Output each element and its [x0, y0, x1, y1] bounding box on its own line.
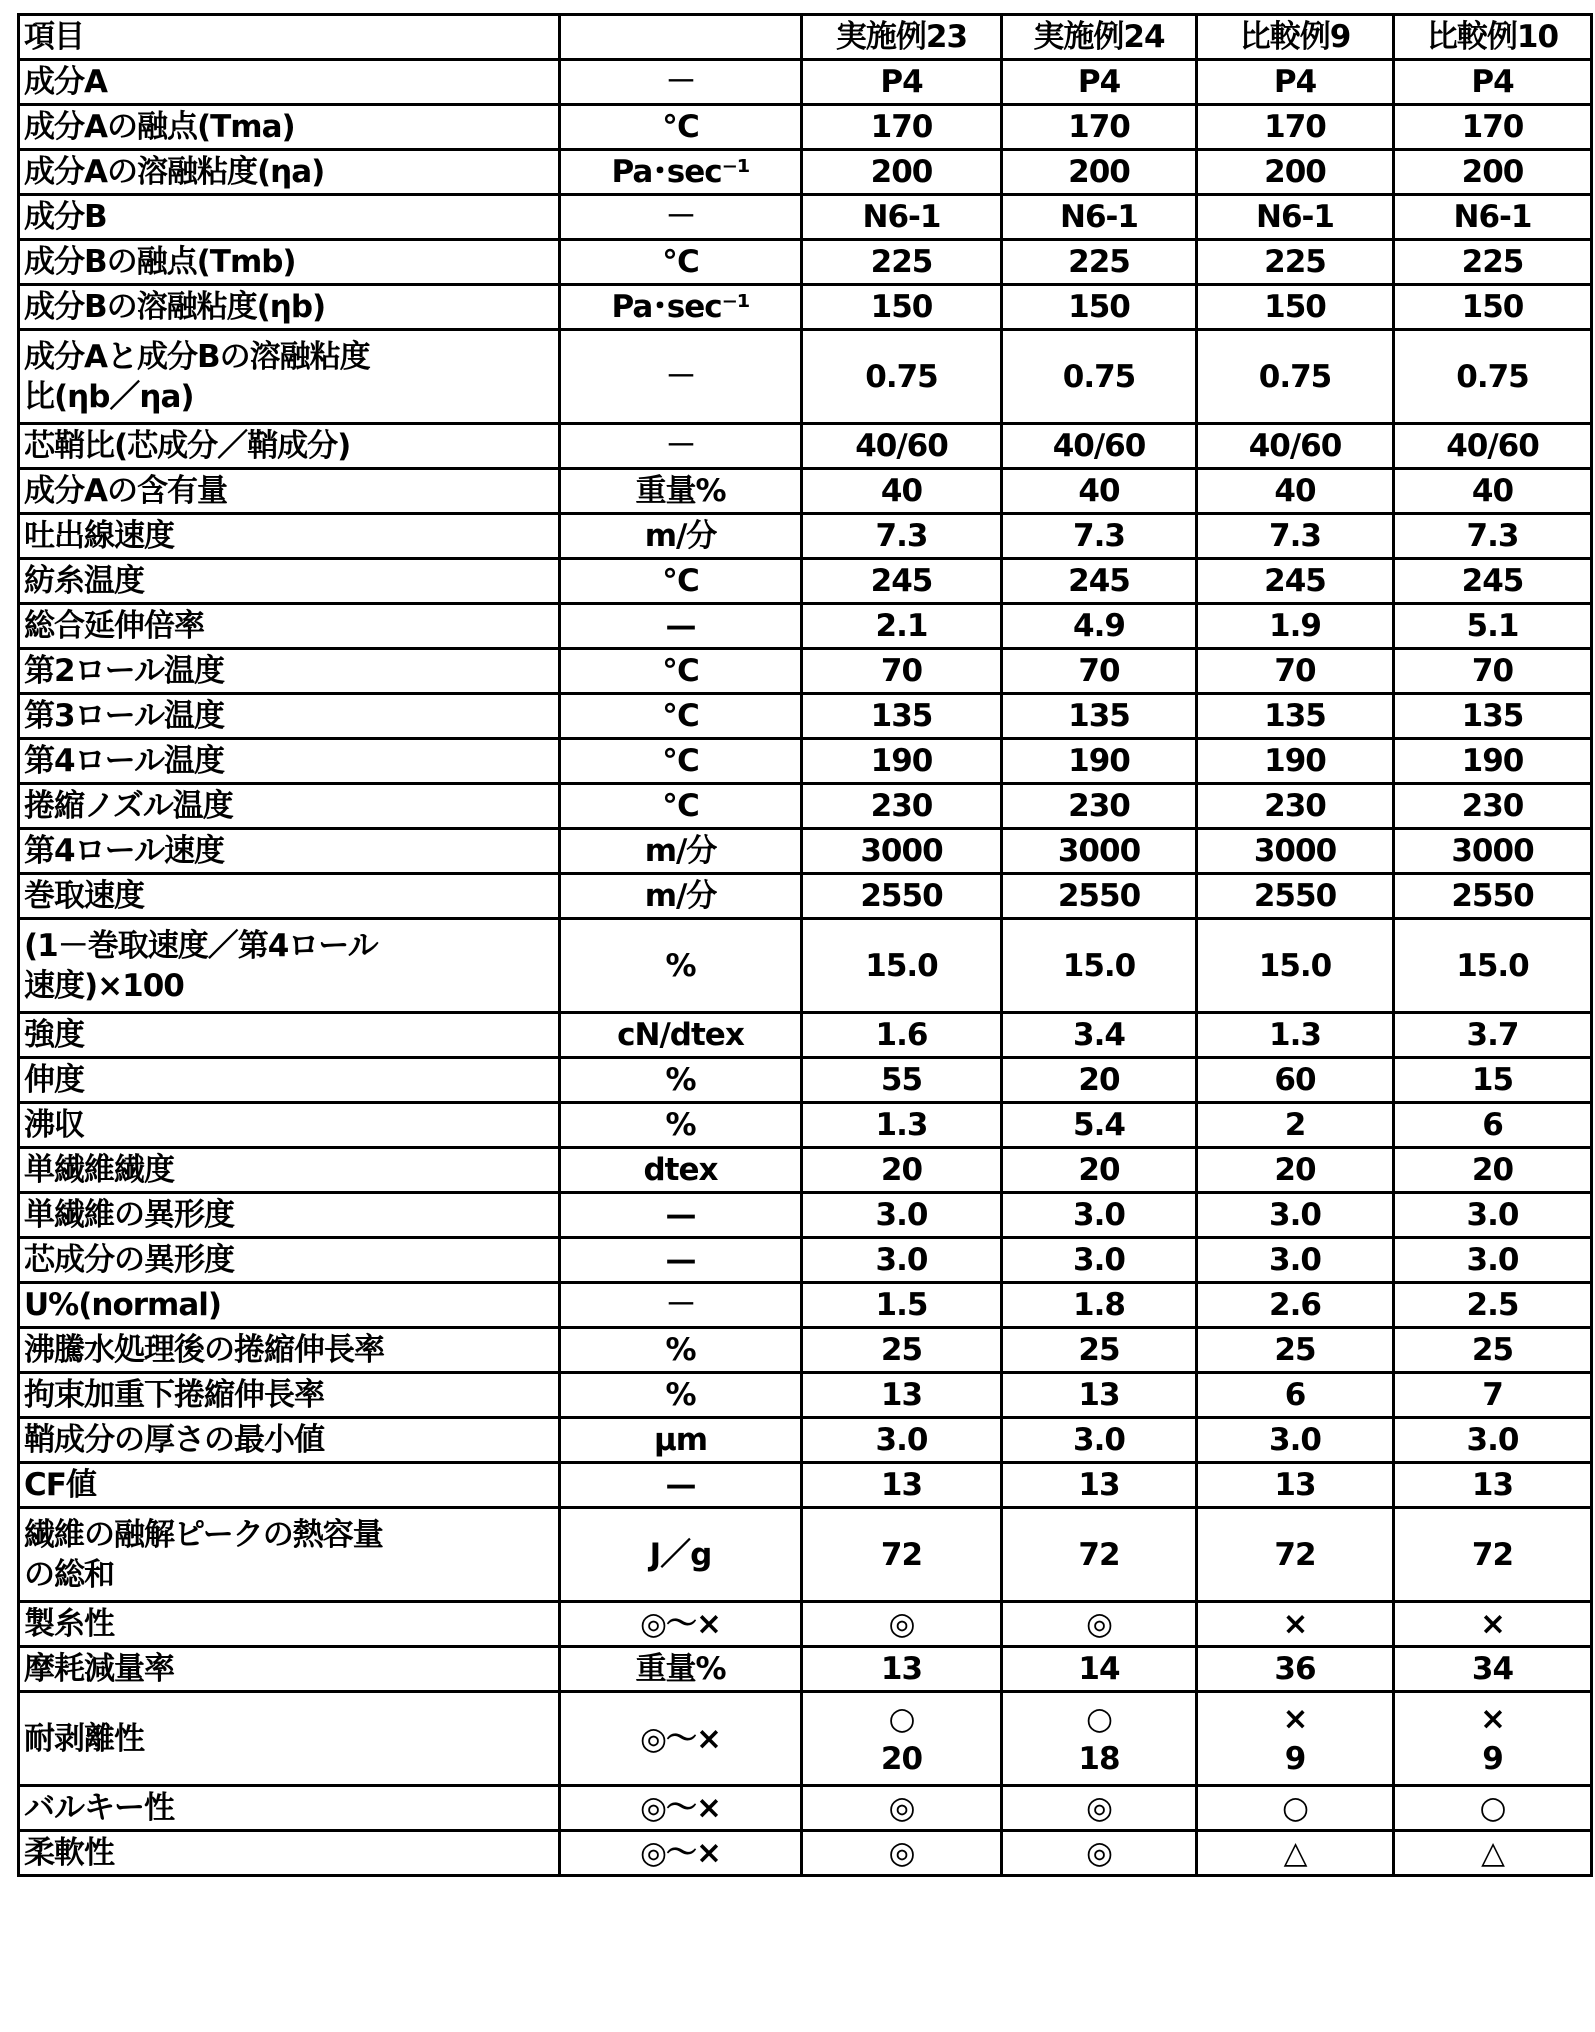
row-value: 2550 — [1197, 874, 1394, 919]
row-value: 200 — [1394, 150, 1592, 195]
row-value: 190 — [802, 739, 1002, 784]
row-label: 成分Aの含有量 — [19, 469, 560, 514]
row-label: 総合延伸倍率 — [19, 604, 560, 649]
header-example-23: 実施例23 — [802, 15, 1002, 60]
row-value: 14 — [1002, 1647, 1197, 1692]
table-row — [19, 469, 1592, 514]
row-label: U%(normal) — [19, 1283, 560, 1328]
row-unit: m/分 — [560, 874, 802, 919]
row-value: 20 — [1394, 1148, 1592, 1193]
row-unit: ℃ — [560, 649, 802, 694]
row-value: 3.7 — [1394, 1013, 1592, 1058]
row-value: N6-1 — [1394, 195, 1592, 240]
row-value: 3.0 — [1197, 1193, 1394, 1238]
row-value: 72 — [1002, 1508, 1197, 1602]
table-row — [19, 649, 1592, 694]
row-value: 40 — [802, 469, 1002, 514]
row-value: 40 — [1197, 469, 1394, 514]
header-comparative-9: 比較例9 — [1197, 15, 1394, 60]
row-label: 成分Bの融点(Tmb) — [19, 240, 560, 285]
table-row — [19, 150, 1592, 195]
row-value: 25 — [802, 1328, 1002, 1373]
row-label: 第2ロール温度 — [19, 649, 560, 694]
row-value: 25 — [1394, 1328, 1592, 1373]
row-unit: － — [560, 1283, 802, 1328]
row-label: 成分A — [19, 60, 560, 105]
table-row — [19, 1148, 1592, 1193]
row-label: CF値 — [19, 1463, 560, 1508]
row-unit: Pa･sec⁻¹ — [560, 285, 802, 330]
row-value: 2.5 — [1394, 1283, 1592, 1328]
row-value: 2550 — [1394, 874, 1592, 919]
row-label: 鞘成分の厚さの最小値 — [19, 1418, 560, 1463]
row-label: 捲縮ノズル温度 — [19, 784, 560, 829]
row-value: 0.75 — [1394, 330, 1592, 424]
row-value: N6-1 — [1197, 195, 1394, 240]
row-unit: m/分 — [560, 514, 802, 559]
table-row — [19, 1602, 1592, 1647]
row-value: 20 — [802, 1148, 1002, 1193]
row-unit: dtex — [560, 1148, 802, 1193]
row-value: P4 — [802, 60, 1002, 105]
row-value: ◎ — [1002, 1831, 1197, 1876]
table-row — [19, 1373, 1592, 1418]
row-value: 230 — [1002, 784, 1197, 829]
table-row — [19, 1786, 1592, 1831]
table-row — [19, 874, 1592, 919]
row-value: 34 — [1394, 1647, 1592, 1692]
row-unit: — — [560, 1193, 802, 1238]
row-value: 3.0 — [1394, 1193, 1592, 1238]
row-value: 13 — [1394, 1463, 1592, 1508]
row-value: × — [1197, 1602, 1394, 1647]
row-value: 2.6 — [1197, 1283, 1394, 1328]
row-value: 1.3 — [1197, 1013, 1394, 1058]
row-value: 25 — [1197, 1328, 1394, 1373]
row-value: 2 — [1197, 1103, 1394, 1148]
row-value: 225 — [1394, 240, 1592, 285]
row-value: N6-1 — [802, 195, 1002, 240]
row-value: 40/60 — [1002, 424, 1197, 469]
row-value: 55 — [802, 1058, 1002, 1103]
row-value: 225 — [1197, 240, 1394, 285]
row-value: ◎ — [802, 1602, 1002, 1647]
header-item: 項目 — [19, 15, 560, 60]
row-value: ◎ — [1002, 1602, 1197, 1647]
row-value: × — [1394, 1602, 1592, 1647]
row-value: 70 — [1394, 649, 1592, 694]
row-value: △ — [1394, 1831, 1592, 1876]
row-value: 72 — [1394, 1508, 1592, 1602]
table-row — [19, 424, 1592, 469]
row-unit: — — [560, 1238, 802, 1283]
row-value: 0.75 — [1002, 330, 1197, 424]
row-unit: μm — [560, 1418, 802, 1463]
row-label: 耐剥離性 — [19, 1692, 560, 1786]
row-value: 20 — [1002, 1058, 1197, 1103]
header-unit — [560, 15, 802, 60]
row-unit: ℃ — [560, 784, 802, 829]
table-row — [19, 1283, 1592, 1328]
row-value: N6-1 — [1002, 195, 1197, 240]
row-value: 135 — [802, 694, 1002, 739]
header-comparative-10: 比較例10 — [1394, 15, 1592, 60]
row-value: 72 — [1197, 1508, 1394, 1602]
row-value: 190 — [1002, 739, 1197, 784]
row-value: 2550 — [802, 874, 1002, 919]
row-label: 単繊維の異形度 — [19, 1193, 560, 1238]
row-unit: — — [560, 604, 802, 649]
row-value: 13 — [802, 1373, 1002, 1418]
row-value: 25 — [1002, 1328, 1197, 1373]
row-unit: cN/dtex — [560, 1013, 802, 1058]
row-value: 13 — [802, 1647, 1002, 1692]
row-value: 40 — [1394, 469, 1592, 514]
row-unit: % — [560, 1103, 802, 1148]
row-unit: % — [560, 919, 802, 1013]
row-label: 成分Aの融点(Tma) — [19, 105, 560, 150]
row-unit: ℃ — [560, 105, 802, 150]
table-row — [19, 1647, 1592, 1692]
row-value: ◎ — [802, 1786, 1002, 1831]
row-value: 1.5 — [802, 1283, 1002, 1328]
row-value: P4 — [1197, 60, 1394, 105]
row-value: 5.1 — [1394, 604, 1592, 649]
row-value: 7.3 — [802, 514, 1002, 559]
table-row — [19, 739, 1592, 784]
row-value: 3.4 — [1002, 1013, 1197, 1058]
row-value: 230 — [1394, 784, 1592, 829]
row-value: 60 — [1197, 1058, 1394, 1103]
row-unit: ℃ — [560, 739, 802, 784]
row-label: 伸度 — [19, 1058, 560, 1103]
row-value: P4 — [1002, 60, 1197, 105]
row-value: ○ — [1394, 1786, 1592, 1831]
header-row — [19, 15, 1592, 60]
row-value: P4 — [1394, 60, 1592, 105]
row-label: 成分Aと成分Bの溶融粘度 比(ηb／ηa) — [19, 330, 560, 424]
row-value: 3000 — [1002, 829, 1197, 874]
row-value: ◎ — [1002, 1786, 1197, 1831]
row-value: 3.0 — [1394, 1418, 1592, 1463]
row-label: 柔軟性 — [19, 1831, 560, 1876]
row-unit: － — [560, 424, 802, 469]
table-row — [19, 1328, 1592, 1373]
row-value: 190 — [1394, 739, 1592, 784]
row-value: 15.0 — [1002, 919, 1197, 1013]
table-row — [19, 195, 1592, 240]
row-label: (1－巻取速度／第4ロール 速度)×100 — [19, 919, 560, 1013]
row-value: 225 — [1002, 240, 1197, 285]
row-value: 4.9 — [1002, 604, 1197, 649]
row-value: 15.0 — [1394, 919, 1592, 1013]
row-value: 72 — [802, 1508, 1002, 1602]
row-value: 7.3 — [1394, 514, 1592, 559]
row-unit: ◎～× — [560, 1692, 802, 1786]
row-label: 成分Aの溶融粘度(ηa) — [19, 150, 560, 195]
row-label: 繊維の融解ピークの熱容量 の総和 — [19, 1508, 560, 1602]
row-value: 135 — [1002, 694, 1197, 739]
table-row — [19, 240, 1592, 285]
row-value: ◎ — [802, 1831, 1002, 1876]
row-value: 0.75 — [1197, 330, 1394, 424]
row-value: ○ — [1197, 1786, 1394, 1831]
row-unit: ℃ — [560, 240, 802, 285]
row-label: 芯鞘比(芯成分／鞘成分) — [19, 424, 560, 469]
row-value: × 9 — [1197, 1692, 1394, 1786]
row-unit: － — [560, 195, 802, 240]
row-unit: ℃ — [560, 559, 802, 604]
table-row — [19, 1831, 1592, 1876]
row-value: 70 — [802, 649, 1002, 694]
row-value: 40/60 — [802, 424, 1002, 469]
row-value: 36 — [1197, 1647, 1394, 1692]
row-unit: % — [560, 1373, 802, 1418]
table-row — [19, 604, 1592, 649]
row-unit: ◎～× — [560, 1602, 802, 1647]
row-label: 紡糸温度 — [19, 559, 560, 604]
table-row — [19, 285, 1592, 330]
row-value: 70 — [1002, 649, 1197, 694]
table-row — [19, 60, 1592, 105]
row-unit: % — [560, 1328, 802, 1373]
row-value: 15.0 — [1197, 919, 1394, 1013]
row-value: 135 — [1394, 694, 1592, 739]
row-label: 第3ロール温度 — [19, 694, 560, 739]
row-value: 40 — [1002, 469, 1197, 514]
row-unit: ℃ — [560, 694, 802, 739]
row-label: 強度 — [19, 1013, 560, 1058]
row-value: 200 — [1197, 150, 1394, 195]
row-label: 成分Bの溶融粘度(ηb) — [19, 285, 560, 330]
row-value: ○ 20 — [802, 1692, 1002, 1786]
table-row — [19, 1508, 1592, 1602]
row-unit: － — [560, 330, 802, 424]
row-value: 15 — [1394, 1058, 1592, 1103]
row-value: 170 — [802, 105, 1002, 150]
row-label: 芯成分の異形度 — [19, 1238, 560, 1283]
row-value: 7.3 — [1197, 514, 1394, 559]
row-label: 沸騰水処理後の捲縮伸長率 — [19, 1328, 560, 1373]
table-row — [19, 919, 1592, 1013]
row-label: 第4ロール速度 — [19, 829, 560, 874]
row-value: 40/60 — [1197, 424, 1394, 469]
row-value: 135 — [1197, 694, 1394, 739]
row-value: 3.0 — [1197, 1418, 1394, 1463]
row-label: 巻取速度 — [19, 874, 560, 919]
row-value: 150 — [802, 285, 1002, 330]
row-value: 15.0 — [802, 919, 1002, 1013]
row-unit: % — [560, 1058, 802, 1103]
table-row — [19, 1058, 1592, 1103]
row-label: バルキー性 — [19, 1786, 560, 1831]
row-value: 190 — [1197, 739, 1394, 784]
row-label: 単繊維繊度 — [19, 1148, 560, 1193]
row-unit: － — [560, 60, 802, 105]
row-value: 13 — [1002, 1373, 1197, 1418]
table-row — [19, 559, 1592, 604]
row-value: 170 — [1002, 105, 1197, 150]
row-value: 3.0 — [1394, 1238, 1592, 1283]
row-value: 3.0 — [1002, 1418, 1197, 1463]
table-row — [19, 105, 1592, 150]
row-unit: — — [560, 1463, 802, 1508]
row-label: 製糸性 — [19, 1602, 560, 1647]
table-row — [19, 1418, 1592, 1463]
row-value: 5.4 — [1002, 1103, 1197, 1148]
row-value: 3.0 — [1002, 1193, 1197, 1238]
table-row — [19, 1463, 1592, 1508]
row-value: 7.3 — [1002, 514, 1197, 559]
table-row — [19, 829, 1592, 874]
row-value: 6 — [1197, 1373, 1394, 1418]
row-value: 150 — [1394, 285, 1592, 330]
row-value: 40/60 — [1394, 424, 1592, 469]
row-label: 吐出線速度 — [19, 514, 560, 559]
row-label: 摩耗減量率 — [19, 1647, 560, 1692]
row-value: 3.0 — [802, 1418, 1002, 1463]
row-value: 200 — [1002, 150, 1197, 195]
row-value: 230 — [1197, 784, 1394, 829]
row-value: 1.8 — [1002, 1283, 1197, 1328]
row-value: 170 — [1197, 105, 1394, 150]
row-value: 230 — [802, 784, 1002, 829]
row-value: 1.3 — [802, 1103, 1002, 1148]
row-value: 245 — [1197, 559, 1394, 604]
row-value: 1.9 — [1197, 604, 1394, 649]
row-label: 拘束加重下捲縮伸長率 — [19, 1373, 560, 1418]
table-row — [19, 1193, 1592, 1238]
row-label: 成分B — [19, 195, 560, 240]
row-value: 3000 — [1394, 829, 1592, 874]
table-body — [19, 15, 1592, 1876]
row-unit: m/分 — [560, 829, 802, 874]
row-value: 245 — [1002, 559, 1197, 604]
table-row — [19, 514, 1592, 559]
row-label: 第4ロール温度 — [19, 739, 560, 784]
row-value: 3.0 — [1002, 1238, 1197, 1283]
row-value: ○ 18 — [1002, 1692, 1197, 1786]
row-value: 13 — [802, 1463, 1002, 1508]
row-unit: 重量% — [560, 1647, 802, 1692]
row-value: 200 — [802, 150, 1002, 195]
table-row — [19, 784, 1592, 829]
table-row — [19, 1013, 1592, 1058]
row-value: 13 — [1002, 1463, 1197, 1508]
row-value: 150 — [1197, 285, 1394, 330]
row-value: 245 — [802, 559, 1002, 604]
table-row — [19, 1692, 1592, 1786]
row-value: 3.0 — [802, 1193, 1002, 1238]
table-row — [19, 1103, 1592, 1148]
row-value: 225 — [802, 240, 1002, 285]
row-value: △ — [1197, 1831, 1394, 1876]
row-value: 245 — [1394, 559, 1592, 604]
table-row — [19, 1238, 1592, 1283]
table-row — [19, 694, 1592, 739]
row-value: 13 — [1197, 1463, 1394, 1508]
row-value: 0.75 — [802, 330, 1002, 424]
row-value: 2550 — [1002, 874, 1197, 919]
row-value: 2.1 — [802, 604, 1002, 649]
row-unit: Pa･sec⁻¹ — [560, 150, 802, 195]
row-value: 6 — [1394, 1103, 1592, 1148]
row-unit: J／g — [560, 1508, 802, 1602]
row-value: 150 — [1002, 285, 1197, 330]
row-label: 沸収 — [19, 1103, 560, 1148]
row-value: 1.6 — [802, 1013, 1002, 1058]
row-value: 3000 — [802, 829, 1002, 874]
row-value: × 9 — [1394, 1692, 1592, 1786]
header-example-24: 実施例24 — [1002, 15, 1197, 60]
row-value: 3.0 — [1197, 1238, 1394, 1283]
row-unit: ◎～× — [560, 1786, 802, 1831]
row-value: 7 — [1394, 1373, 1592, 1418]
row-value: 170 — [1394, 105, 1592, 150]
row-value: 20 — [1197, 1148, 1394, 1193]
row-value: 20 — [1002, 1148, 1197, 1193]
row-value: 3.0 — [802, 1238, 1002, 1283]
row-value: 3000 — [1197, 829, 1394, 874]
row-unit: ◎～× — [560, 1831, 802, 1876]
row-value: 70 — [1197, 649, 1394, 694]
data-table — [17, 13, 1593, 1877]
row-unit: 重量% — [560, 469, 802, 514]
table-row — [19, 330, 1592, 424]
